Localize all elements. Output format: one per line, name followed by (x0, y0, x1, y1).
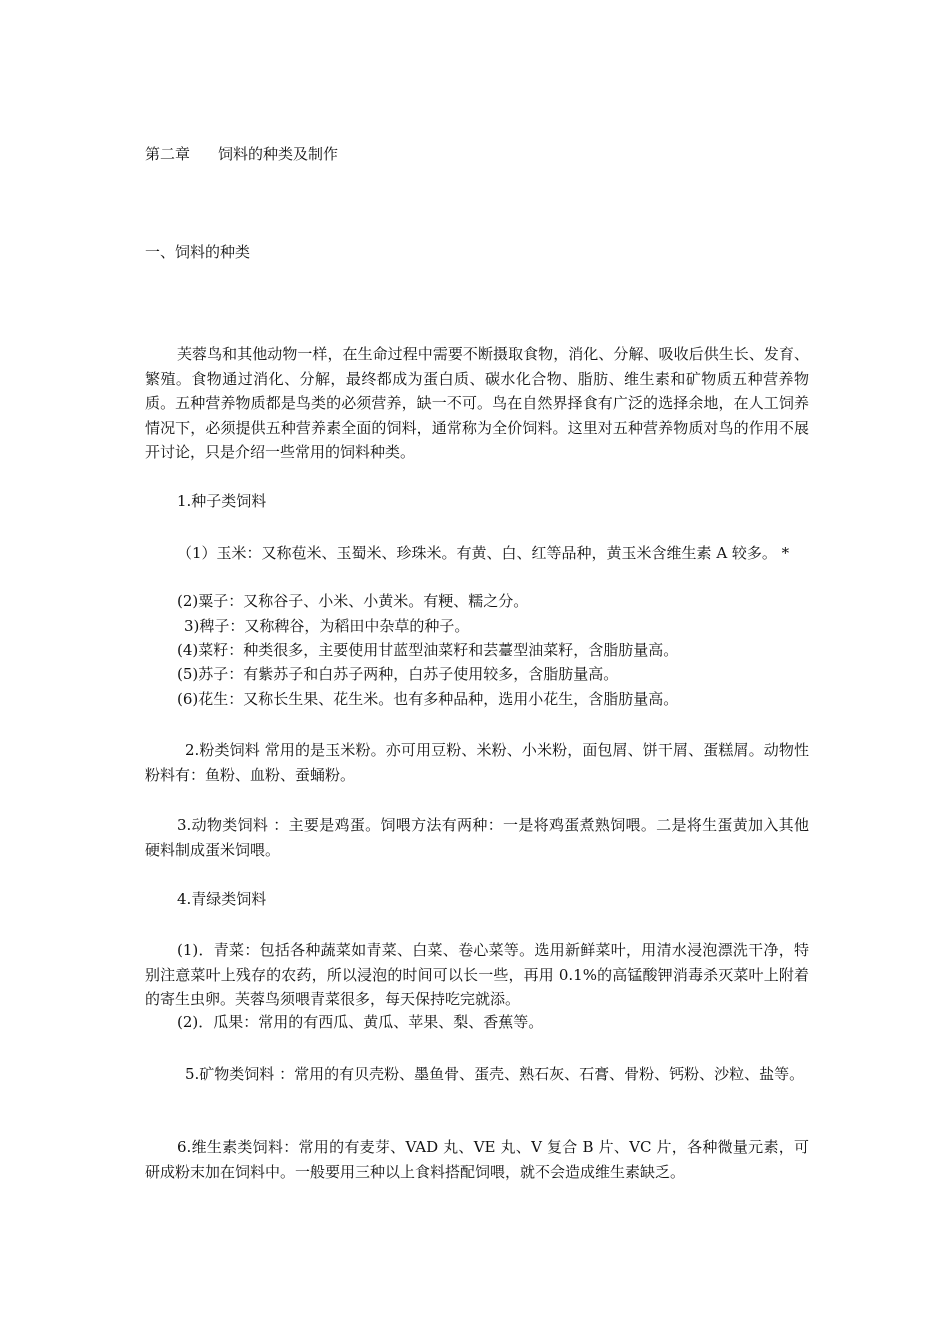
chapter-title: 饲料的种类及制作 (218, 145, 339, 163)
seed-item-6: (6)花生：又称长生果、花生米。也有多种品种，选用小花生，含脂肪量高。 (177, 690, 679, 708)
powder-feed-paragraph: 2.粉类饲料 常用的是玉米粉。亦可用豆粉、米粉、小米粉，面包屑、饼干屑、蛋糕屑。动物性粉料有：鱼粉、血粉、蚕蛹粉。 (145, 741, 809, 784)
chapter-number: 第二章 (145, 145, 191, 163)
seed-item-3: 3)稗子：又称稗谷，为稻田中杂草的种子。 (184, 617, 470, 635)
seed-item-2: (2)粟子：又称谷子、小米、小黄米。有粳、糯之分。 (177, 592, 529, 610)
seed-feed-heading: 1.种子类饲料 (177, 492, 267, 510)
mineral-feed-paragraph: 5.矿物类饲料 ：常用的有贝壳粉、墨鱼骨、蛋壳、熟石灰、石膏、骨粉、钙粉、沙粒、盐等。 (185, 1065, 805, 1083)
seed-item-4: (4)菜籽：种类很多，主要使用甘蓝型油菜籽和芸薹型油菜籽，含脂肪量高。 (177, 641, 679, 659)
section-heading: 一、饲料的种类 (145, 243, 251, 261)
seed-item-5: (5)苏子：有紫苏子和白苏子两种，白苏子使用较多，含脂肪量高。 (177, 665, 619, 683)
animal-feed-paragraph: 3.动物类饲料 ：主要是鸡蛋。饲喂方法有两种：一是将鸡蛋煮熟饲喂。二是将生蛋黄加入其他硬料制成蛋米饲喂。 (145, 816, 809, 859)
green-item-2: (2)．瓜果：常用的有西瓜、黄瓜、苹果、梨、香蕉等。 (177, 1013, 544, 1031)
green-item-1: (1)．青菜：包括各种蔬菜如青菜、白菜、卷心菜等。选用新鲜菜叶，用清水浸泡漂洗干净，特别注意菜叶上残存的农药，所以浸泡的时间可以长一些，再用 0.1%的高锰酸钾消毒杀灭菜叶上附着的寄生虫卵。芙蓉鸟须喂青菜很多，每天保持吃完就添。 (145, 941, 809, 1008)
vitamin-feed-paragraph: 6.维生素类饲料：常用的有麦芽、VAD 丸、VE 丸、V 复合 B 片、VC 片，各种微量元素，可研成粉末加在饲料中。一般要用三种以上食料搭配饲喂，就不会造成维生素缺乏。 (145, 1138, 809, 1181)
intro-paragraph: 芙蓉鸟和其他动物一样，在生命过程中需要不断摄取食物，消化、分解、吸收后供生长、发育、繁殖。食物通过消化、分解，最终都成为蛋白质、碳水化合物、脂肪、维生素和矿物质五种营养物质。五种营养物质都是鸟类的必须营养，缺一不可。鸟在自然界择食有广泛的选择余地，在人工饲养情况下，必须提供五种营养素全面的饲料，通常称为全价饲料。这里对五种营养物质对鸟的作用不展开讨论，只是介绍一些常用的饲料种类。 (145, 345, 809, 461)
seed-item-1: （1）玉米：又称苞米、玉蜀米、珍珠米。有黄、白、红等品种，黄玉米含维生素 A 较多。 * (177, 544, 790, 562)
green-feed-heading: 4.青绿类饲料 (177, 890, 267, 908)
chapter-heading (145, 144, 338, 164)
